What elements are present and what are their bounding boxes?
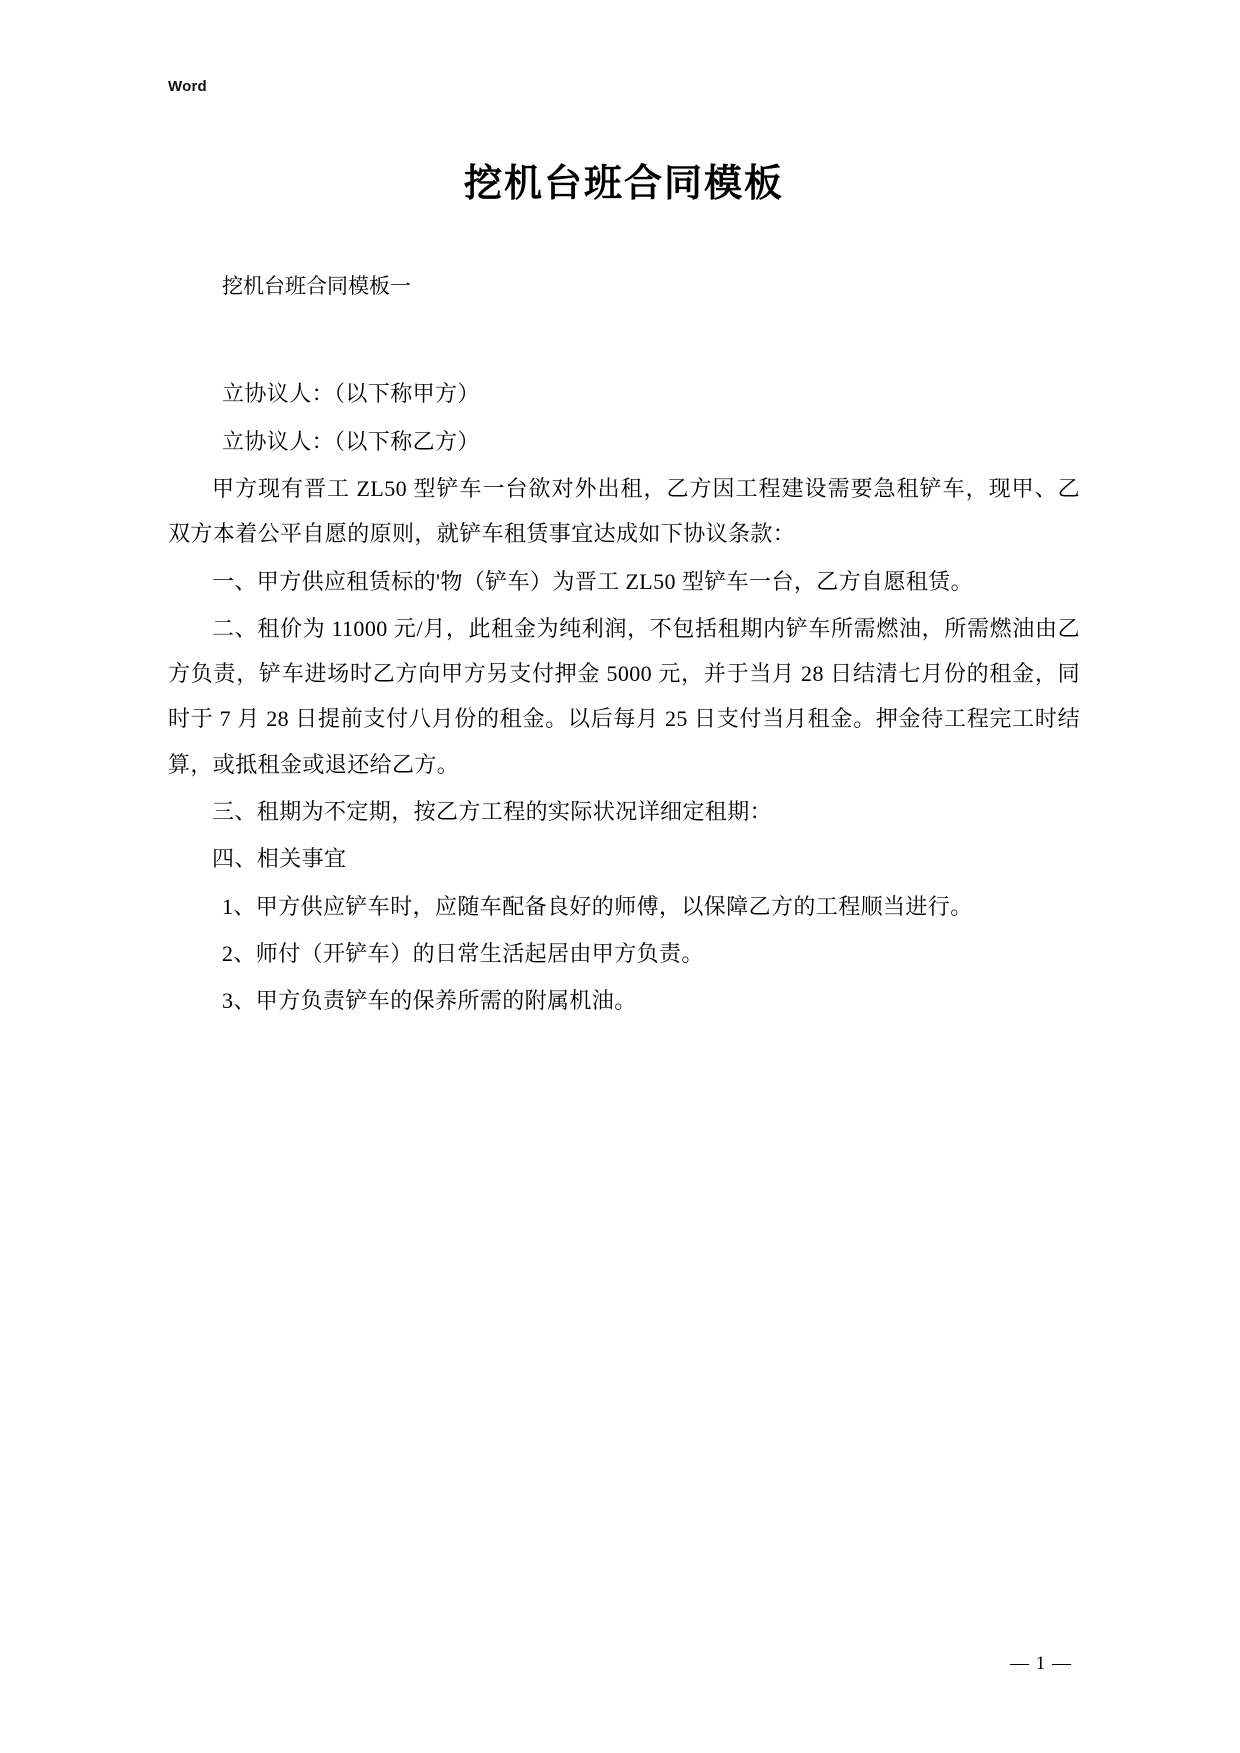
paragraph-clause-4: 四、相关事宜 bbox=[212, 846, 347, 872]
paragraph-clause-2: 二、租价为 11000 元/月，此租金为纯利润，不包括租期内铲车所需燃油，所需燃油由乙方负责，铲车进场时乙方向甲方另支付押金 5000 元，并于当月 28 日结清七月份的租金，同时于 7 月 28 日提前支付八月份的租金。以后每月 25 日支付当月租金。押金待工程完工时结算，或抵租金或退还给乙方。 bbox=[168, 615, 1080, 777]
paragraph-item-3: 3、甲方负责铲车的保养所需的附属机油。 bbox=[222, 988, 637, 1014]
document-subtitle: 挖机台班合同模板一 bbox=[222, 274, 411, 299]
paragraph-party-a: 立协议人：（以下称甲方） bbox=[222, 381, 480, 407]
paragraph-party-b: 立协议人：（以下称乙方） bbox=[222, 428, 480, 454]
page-number: — 1 — bbox=[1010, 1653, 1072, 1674]
paragraph-preamble: 甲方现有晋工 ZL50 型铲车一台欲对外出租，乙方因工程建设需要急租铲车，现甲、乙双方本着公平自愿的原则，就铲车租赁事宜达成如下协议条款： bbox=[168, 475, 1080, 547]
header-watermark: Word bbox=[168, 78, 207, 95]
paragraph-item-1: 1、甲方供应铲车时，应随车配备良好的师傅，以保障乙方的工程顺当进行。 bbox=[222, 893, 973, 919]
paragraph-clause-1: 一、甲方供应租赁标的'物（铲车）为晋工 ZL50 型铲车一台，乙方自愿租赁。 bbox=[212, 568, 974, 594]
paragraph-clause-3: 三、租期为不定期，按乙方工程的实际状况详细定租期： bbox=[212, 799, 773, 825]
page-title: 挖机台班合同模板 bbox=[463, 163, 784, 205]
paragraph-item-2: 2、师付（开铲车）的日常生活起居由甲方负责。 bbox=[222, 941, 704, 967]
document-body bbox=[168, 160, 1080, 1026]
